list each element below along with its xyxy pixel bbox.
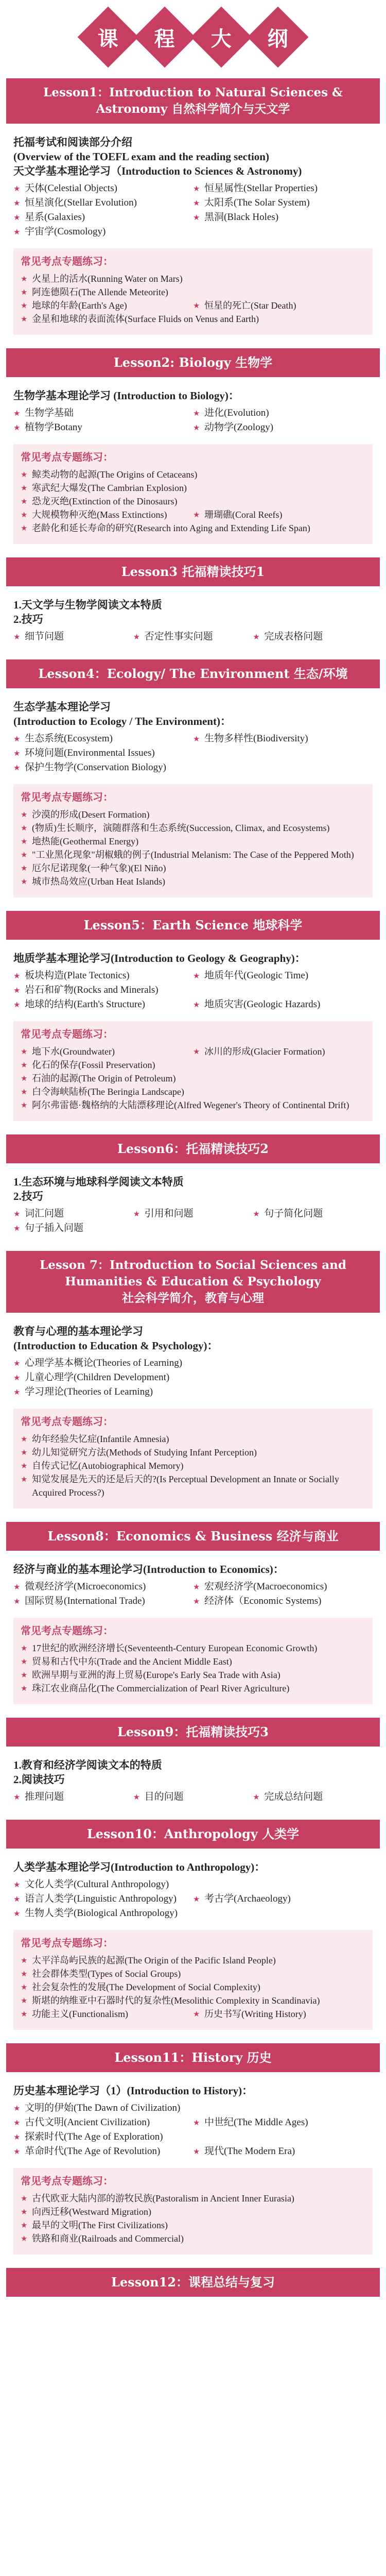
exam-item: ★ 阿连德陨石(The Allende Meteorite) [21, 285, 365, 299]
exam-item: ★ 社会群体类型(Types of Social Groups) [21, 1967, 365, 1980]
exam-item: ★ 欧洲早期与亚洲的海上贸易(Europe's Early Sea Trade with Asia) [21, 1668, 365, 1682]
lesson-body [6, 1747, 380, 1820]
topic-row [13, 1370, 373, 1385]
lesson-header [6, 911, 380, 940]
lesson-header [6, 1718, 380, 1747]
exam-row [21, 1472, 365, 1499]
topic-row [13, 1877, 373, 1892]
exam-row [21, 1967, 365, 1980]
page-title [6, 0, 380, 78]
skill-item: ★ 完成总结问题 [253, 1790, 373, 1804]
topic-item: ★ 心理学基本概论(Theories of Learning) [13, 1356, 193, 1370]
exam-row [21, 1994, 365, 2007]
topic-row [13, 997, 373, 1012]
exam-row [21, 835, 365, 848]
exam-practice-box [13, 2168, 373, 2255]
section-title: 人类学基本理论学习(Introduction to Anthropology)： [13, 1861, 266, 1873]
skill-item: ★ 完成表格问题 [253, 630, 373, 644]
exam-list [21, 272, 365, 326]
topic-list [13, 732, 373, 775]
lesson-6 [6, 1134, 380, 1251]
lesson-header-line: 社会科学简介，教育与心理 [122, 1291, 264, 1305]
exam-item: ★ 珠江农业商品化(The Commercialization of Pearl River Agriculture) [21, 1682, 365, 1695]
lesson-header [6, 78, 380, 124]
exam-item: ★ 历史书写(Writing History) [193, 2007, 365, 2021]
lesson-9 [6, 1718, 380, 1820]
lesson-2 [6, 348, 380, 557]
exam-row [21, 1641, 365, 1655]
topic-list [13, 969, 373, 1012]
exam-item: ★ 铁路和商业(Railroads and Commercial) [21, 2232, 365, 2245]
exam-list [21, 1045, 365, 1112]
exam-item: ★ 恐龙灭绝(Extinction of the Dinosaurs) [21, 495, 365, 508]
intro-line: 1.生态环境与地球科学阅读文本特质 [13, 1176, 184, 1188]
topic-row [13, 225, 373, 239]
topic-item: ★ 地质灾害(Geologic Hazards) [193, 997, 373, 1012]
topic-list [13, 181, 373, 239]
lessons-list [6, 78, 380, 2297]
exam-item: ★ 斯堪的纳维亚中石器时代的复杂性(Mesolithic Complexity in Scandinavia) [21, 1994, 365, 2007]
lesson-header [6, 2268, 380, 2297]
exam-row [21, 521, 365, 535]
exam-item: ★ 地热能(Geothermal Energy) [21, 835, 365, 848]
exam-row [21, 1085, 365, 1098]
topic-row [13, 732, 373, 746]
exam-practice-title: 常见考点专题练习： [21, 2176, 113, 2187]
lesson-header-line: Lesson11：History 历史 [114, 2050, 272, 2065]
lesson-body [6, 1849, 380, 2043]
skill-row [13, 1221, 373, 1235]
intro-line: 2.阅读技巧 [13, 1773, 65, 1786]
exam-row [21, 2205, 365, 2218]
exam-row [21, 808, 365, 821]
exam-item: ★ 向西迁移(Westward Migration) [21, 2205, 365, 2218]
lesson-header [6, 1820, 380, 1849]
lesson-header-line: Lesson9：托福精读技巧3 [117, 1724, 269, 1739]
skill-item: ★ 细节问题 [13, 630, 133, 644]
lesson-4 [6, 659, 380, 911]
topic-item: ★ 革命时代(The Age of Revolution) [13, 2144, 193, 2159]
exam-item: ★ 化石的保存(Fossil Preservation) [21, 1058, 365, 1072]
exam-item: ★ 冰川的形成(Glacier Formation) [193, 1045, 365, 1058]
exam-practice-box [13, 248, 373, 335]
exam-row [21, 1668, 365, 1682]
intro-line: 托福考试和阅读部分介绍 [13, 136, 132, 148]
exam-practice-box [13, 1409, 373, 1509]
topic-item: ★ 探索时代(The Age of Exploration) [13, 2130, 193, 2144]
topic-row [13, 983, 373, 997]
lesson-header-line: Lesson 7：Introduction to Social Sciences and [40, 1258, 346, 1272]
topic-item: ★ 保护生物学(Conservation Biology) [13, 760, 193, 775]
lesson-header-line: Lesson2: Biology 生物学 [113, 355, 273, 370]
exam-row [21, 299, 365, 312]
exam-row [21, 481, 365, 495]
exam-row [21, 1045, 365, 1058]
lesson-5 [6, 911, 380, 1134]
intro-line: 2.技巧 [13, 613, 43, 625]
topic-row [13, 2115, 373, 2130]
title-char-box [191, 7, 252, 68]
topic-item: ★ 语言人类学(Linguistic Anthropology) [13, 1892, 193, 1906]
lesson-header [6, 659, 380, 688]
topic-row [13, 406, 373, 420]
title-char-box [248, 7, 309, 68]
topic-item: ★ 板块构造(Plate Tectonics) [13, 969, 193, 983]
topic-item: ★ 学习理论(Theories of Learning) [13, 1385, 193, 1399]
lesson-body [6, 940, 380, 1134]
lesson-body [6, 2072, 380, 2268]
exam-item: ★ 最早的文明(The First Civilizations) [21, 2218, 365, 2232]
title-char: 程 [154, 26, 175, 51]
exam-row [21, 2232, 365, 2245]
exam-row [21, 861, 365, 875]
lesson-7 [6, 1251, 380, 1522]
skill-list [13, 630, 373, 644]
topic-item: ★ 文明的伊始(The Dawn of Civilization) [13, 2101, 193, 2115]
exam-item: ★ 石油的起源(The Origin of Petroleum) [21, 1072, 365, 1085]
intro-line: 1.教育和经济学阅读文本的特质 [13, 1759, 162, 1771]
exam-row [21, 1682, 365, 1695]
exam-row [21, 508, 365, 521]
topic-row [13, 1594, 373, 1608]
lesson-body [6, 377, 380, 557]
lesson-header-line: Lesson4：Ecology/ The Environment 生态/环境 [38, 666, 348, 681]
exam-practice-title: 常见考点专题练习： [21, 1938, 113, 1949]
topic-item: ★ 生物人类学(Biological Anthropology) [13, 1906, 193, 1921]
lesson-10 [6, 1820, 380, 2043]
topic-row [13, 1385, 373, 1399]
exam-row [21, 272, 365, 285]
exam-item: ★ 鲸类动物的起源(The Origins of Cetaceans) [21, 468, 365, 481]
topic-list [13, 1356, 373, 1399]
exam-item: ★ 珊瑚礁(Coral Reefs) [193, 508, 365, 521]
title-char: 大 [211, 26, 232, 51]
topic-row [13, 760, 373, 775]
exam-item: ★ 寒武纪大爆发(The Cambrian Explosion) [21, 481, 365, 495]
exam-item: ★ 太平洋岛屿民族的起源(The Origin of the Pacific Island People) [21, 1954, 365, 1967]
topic-list [13, 1877, 373, 1921]
exam-item: ★ (物质)生长顺序，演随群落和生态系统(Succession, Climax, and Ecosystems) [21, 821, 365, 835]
topic-item: ★ 宏观经济学(Macroeconomics) [193, 1580, 373, 1594]
topic-item: ★ 恒星属性(Stellar Properties) [193, 181, 373, 196]
topic-row [13, 196, 373, 210]
skill-item: ★ 句子简化问题 [253, 1207, 373, 1221]
exam-item: ★ 火星上的活水(Running Water on Mars) [21, 272, 365, 285]
exam-list [21, 1954, 365, 2021]
topic-row [13, 210, 373, 225]
exam-list [21, 808, 365, 888]
topic-item: ★ 星系(Galaxies) [13, 210, 193, 225]
topic-item: ★ 天体(Celestial Objects) [13, 181, 193, 196]
exam-practice-box [13, 1618, 373, 1704]
section-title: 历史基本理论学习（1）(Introduction to History)： [13, 2084, 253, 2097]
skill-item: ★ 引用和问题 [133, 1207, 253, 1221]
lesson-header-line: Lesson12：课程总结与复习 [111, 2275, 275, 2290]
exam-practice-title: 常见考点专题练习： [21, 1416, 113, 1428]
topic-item: ★ 黑洞(Black Holes) [193, 210, 373, 225]
exam-item: ★ 17世纪的欧洲经济增长(Seventeenth-Century European Economic Growth) [21, 1641, 365, 1655]
topic-item: ★ 植物学Botany [13, 420, 193, 435]
exam-row [21, 1954, 365, 1967]
skill-list [13, 1790, 373, 1804]
topic-item: ★ 国际贸易(International Trade) [13, 1594, 193, 1608]
lesson-body [6, 586, 380, 659]
lesson-body [6, 1163, 380, 1251]
topic-row [13, 181, 373, 196]
skill-item: ★ 句子插入问题 [13, 1221, 133, 1235]
exam-item: ★ 厄尔尼诺现象(一种气象)(El Niño) [21, 861, 365, 875]
lesson-header-line: Lesson10：Anthropology 人类学 [86, 1826, 300, 1841]
lesson-header-line: Humanities & Education & Psychology [65, 1275, 321, 1289]
exam-item: ★ 地下水(Groundwater) [21, 1045, 193, 1058]
skill-item: ★ 推理问题 [13, 1790, 133, 1804]
lesson-header-line: Lesson1：Introduction to Natural Sciences & [43, 86, 343, 99]
topic-row [13, 1906, 373, 1921]
lesson-body [6, 1313, 380, 1522]
skill-item: ★ 否定性事实问题 [133, 630, 253, 644]
exam-item: ★ 大规模物种灭绝(Mass Extinctions) [21, 508, 193, 521]
topic-item: ★ 微观经济学(Microeconomics) [13, 1580, 193, 1594]
lesson-header-line: Lesson8：Economics & Business 经济与商业 [47, 1529, 339, 1544]
lesson-header-line: Lesson3 托福精读技巧1 [121, 564, 265, 579]
exam-item: ★ 古代欧亚大陆内部的游牧民族(Pastoralism in Ancient Inner Eurasia) [21, 2192, 365, 2205]
section-title: 教育与心理的基本理论学习 (Introduction to Education & Psychology)： [13, 1325, 218, 1352]
topic-list [13, 406, 373, 435]
topic-row [13, 1892, 373, 1906]
exam-practice-title: 常见考点专题练习： [21, 1625, 113, 1637]
intro-line: 1.天文学与生物学阅读文本特质 [13, 599, 162, 611]
section-title: 生态学基本理论学习 (Introduction to Ecology / The Environment)： [13, 701, 231, 727]
lesson-body [6, 688, 380, 911]
topic-row [13, 2101, 373, 2115]
section-title: 天文学基本理论学习（Introduction to Sciences & Astronomy) [13, 165, 302, 177]
exam-item: ★ 自传式记忆(Autobiographical Memory) [21, 1459, 365, 1472]
lesson-header [6, 348, 380, 377]
skill-row [13, 1790, 373, 1804]
exam-list [21, 468, 365, 535]
lesson-11 [6, 2043, 380, 2268]
lesson-12 [6, 2268, 380, 2297]
topic-item: ★ 生物多样性(Biodiversity) [193, 732, 373, 746]
exam-item: ★ 金星和地球的表面流体(Surface Fluids on Venus and Earth) [21, 312, 365, 326]
lesson-3 [6, 557, 380, 659]
exam-practice-box [13, 444, 373, 544]
title-char-box [134, 7, 196, 68]
skill-list [13, 1207, 373, 1235]
exam-row [21, 1432, 365, 1446]
exam-practice-title: 常见考点专题练习： [21, 792, 113, 803]
exam-item: ★ 城市热岛效应(Urban Heat Islands) [21, 875, 365, 888]
topic-row [13, 420, 373, 435]
lesson-header [6, 557, 380, 586]
topic-row [13, 746, 373, 760]
exam-item: ★ 老龄化和延长寿命的研究(Research into Aging and Extending Life Span) [21, 521, 365, 535]
exam-item: ★ 白令海峡陆桥(The Beringia Landscape) [21, 1085, 365, 1098]
exam-practice-box [13, 1021, 373, 1121]
exam-row [21, 285, 365, 299]
topic-item: ★ 恒星演化(Stellar Evolution) [13, 196, 193, 210]
exam-row [21, 1980, 365, 1994]
topic-item: ★ 动物学(Zoology) [193, 420, 373, 435]
skill-row [13, 630, 373, 644]
lesson-header [6, 1522, 380, 1551]
title-char: 课 [98, 26, 118, 51]
exam-row [21, 875, 365, 888]
topic-item: ★ 文化人类学(Cultural Anthropology) [13, 1877, 193, 1892]
exam-item: ★ 功能主义(Functionalism) [21, 2007, 193, 2021]
exam-practice-title: 常见考点专题练习： [21, 256, 113, 267]
topic-row [13, 2130, 373, 2144]
topic-item: ★ 生态系统(Ecosystem) [13, 732, 193, 746]
exam-item: ★ 恒星的死亡(Star Death) [193, 299, 365, 312]
topic-row [13, 2144, 373, 2159]
topic-item: ★ 地质年代(Geologic Time) [193, 969, 373, 983]
exam-row [21, 468, 365, 481]
exam-item: ★ 沙漠的形成(Desert Formation) [21, 808, 365, 821]
exam-row [21, 821, 365, 835]
lesson-header-line: Lesson5：Earth Science 地球科学 [83, 918, 303, 933]
lesson-body [6, 124, 380, 348]
topic-row [13, 1356, 373, 1370]
exam-item: ★ 贸易和古代中东(Trade and the Ancient Middle East) [21, 1655, 365, 1668]
exam-row [21, 2007, 365, 2021]
exam-row [21, 1098, 365, 1112]
topic-item: ★ 进化(Evolution) [193, 406, 373, 420]
section-title: 生物学基本理论学习 (Introduction to Biology)： [13, 389, 239, 402]
topic-item: ★ 太阳系(The Solar System) [193, 196, 373, 210]
topic-item: ★ 中世纪(The Middle Ages) [193, 2115, 373, 2130]
exam-row [21, 495, 365, 508]
exam-list [21, 1432, 365, 1499]
section-title: 经济与商业的基本理论学习(Introduction to Economics)： [13, 1563, 284, 1575]
exam-item: ★ 地球的年龄(Earth's Age) [21, 299, 193, 312]
exam-row [21, 1446, 365, 1459]
intro-line: 2.技巧 [13, 1190, 43, 1202]
topic-item: ★ 现代(The Modern Era) [193, 2144, 373, 2159]
topic-list [13, 1580, 373, 1608]
exam-practice-box [13, 1930, 373, 2030]
topic-list [13, 2101, 373, 2159]
topic-item: ★ 岩石和矿物(Rocks and Minerals) [13, 983, 193, 997]
lesson-header [6, 1251, 380, 1313]
exam-item: ★ 幼年经验失忆症(Infantile Amnesia) [21, 1432, 365, 1446]
exam-row [21, 848, 365, 861]
intro-line: (Overview of the TOEFL exam and the reading section) [13, 150, 269, 163]
exam-row [21, 1058, 365, 1072]
section-title: 地质学基本理论学习(Introduction to Geology & Geography)： [13, 952, 306, 964]
topic-item: ★ 儿童心理学(Children Development) [13, 1370, 193, 1385]
lesson-1 [6, 78, 380, 348]
lesson-body [6, 1551, 380, 1718]
topic-item: ★ 环境问题(Environmental Issues) [13, 746, 193, 760]
exam-item: ★ 阿尔弗雷德·魏格纳的大陆漂移理论(Alfred Wegener's Theory of Continental Drift) [21, 1098, 365, 1112]
topic-item: ★ 考古学(Archaeology) [193, 1892, 373, 1906]
topic-item: ★ 经济体（Economic Systems) [193, 1594, 373, 1608]
skill-item: ★ 目的问题 [133, 1790, 253, 1804]
exam-row [21, 2192, 365, 2205]
topic-item: ★ 宇宙学(Cosmology) [13, 225, 193, 239]
topic-row [13, 969, 373, 983]
exam-item: ★ 知觉发展是先天的还是后天的?(Is Perceptual Development an Innate or Socially Acquired Process?) [21, 1472, 365, 1499]
exam-row [21, 1655, 365, 1668]
lesson-header [6, 2043, 380, 2072]
title-char-box [78, 7, 139, 68]
topic-item: ★ 古代文明(Ancient Civilization) [13, 2115, 193, 2130]
exam-list [21, 2192, 365, 2245]
title-char: 纲 [268, 26, 288, 51]
exam-row [21, 1072, 365, 1085]
exam-practice-title: 常见考点专题练习： [21, 452, 113, 463]
exam-practice-title: 常见考点专题练习： [21, 1029, 113, 1040]
lesson-header [6, 1134, 380, 1163]
exam-row [21, 2218, 365, 2232]
exam-item: ★ 社会复杂性的发展(The Development of Social Complexity) [21, 1980, 365, 1994]
topic-row [13, 1580, 373, 1594]
skill-item: ★ 词汇问题 [13, 1207, 133, 1221]
skill-row [13, 1207, 373, 1221]
lesson-header-line: Astronomy 自然科学简介与天文学 [96, 102, 290, 116]
exam-list [21, 1641, 365, 1695]
exam-item: ★ 幼儿知觉研究方法(Methods of Studying Infant Perception) [21, 1446, 365, 1459]
exam-row [21, 312, 365, 326]
topic-item: ★ 生物学基础 [13, 406, 193, 420]
lesson-header-line: Lesson6：托福精读技巧2 [117, 1141, 269, 1156]
topic-item: ★ 地球的结构(Earth's Structure) [13, 997, 193, 1012]
exam-item: ★ "工业黑化现象"胡椒蛾的例子(Industrial Melanism: The Case of the Peppered Moth) [21, 848, 365, 861]
lesson-8 [6, 1522, 380, 1718]
exam-practice-box [13, 784, 373, 897]
exam-row [21, 1459, 365, 1472]
